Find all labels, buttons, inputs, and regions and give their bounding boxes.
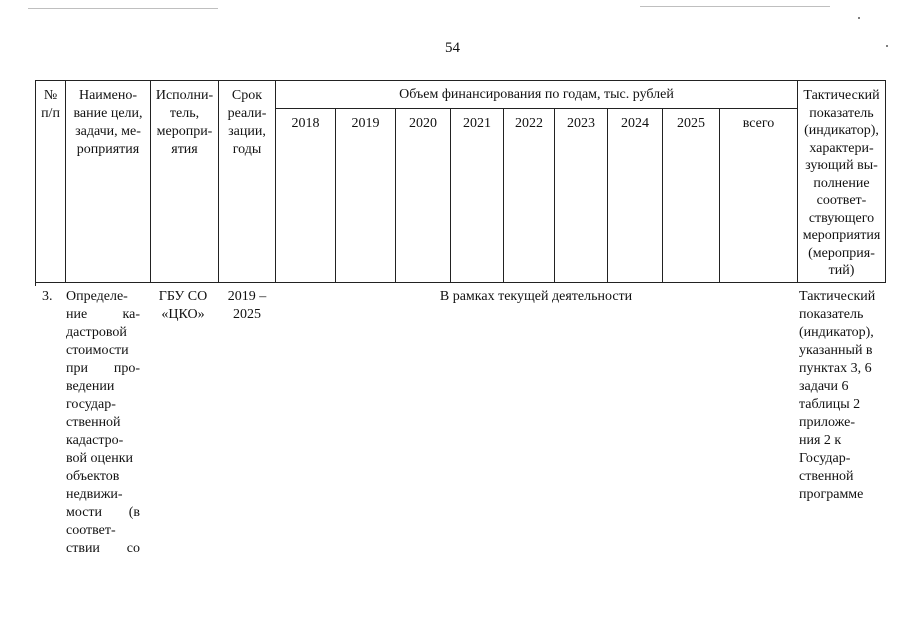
header-text: мероприятия	[802, 228, 881, 243]
header-text: меропри-	[156, 124, 213, 139]
header-cell-total	[720, 109, 798, 283]
row-name-line: государ-	[66, 397, 116, 412]
header-cell-year-2020	[396, 109, 451, 283]
row-term	[218, 288, 276, 324]
header-text: зации,	[228, 124, 266, 139]
row-term-line: 2019 –	[227, 289, 267, 304]
header-cell-indicator	[798, 81, 886, 283]
row-indicator-line: показатель	[799, 307, 864, 322]
year-label: 2021	[463, 116, 491, 131]
row-name-line: ведении	[66, 379, 115, 394]
header-text: тель,	[169, 106, 200, 121]
year-label: 2019	[351, 116, 380, 131]
header-text: (мероприя-	[808, 245, 875, 261]
row-indicator-line: (индикатор),	[799, 325, 874, 340]
year-label: 2024	[621, 116, 649, 131]
header-text: соответ-	[816, 193, 867, 208]
header-text: ствующего	[808, 210, 875, 226]
row-indicator-line: ния 2 к	[799, 433, 842, 448]
row-executor	[150, 288, 216, 324]
header-text: Тактический	[803, 88, 880, 103]
header-text: Наимено-	[78, 88, 138, 103]
funding-table	[35, 80, 886, 286]
header-cell-year-2018	[276, 109, 336, 283]
row-indicator-line: ственной	[799, 469, 854, 484]
header-cell-year-2025	[663, 109, 720, 283]
row-name-line: кадастро-	[66, 433, 124, 448]
row-name-line: соответ-	[66, 523, 116, 538]
row-name-line: стоимости	[66, 343, 129, 358]
row-name-line: мости (в	[66, 505, 140, 520]
header-cell-name	[66, 81, 151, 283]
row-name-line: ственной	[66, 415, 121, 430]
row-name-line: объектов	[66, 469, 120, 484]
header-text: Срок	[231, 88, 263, 103]
row-name-line: вой оценки	[66, 451, 133, 466]
header-cell-year-2024	[608, 109, 663, 283]
scan-line-top-right	[640, 6, 830, 7]
header-text: №	[43, 88, 58, 103]
header-text: (индикатор),	[804, 123, 879, 138]
row-number: 3.	[42, 289, 53, 304]
header-cell-executor	[151, 81, 219, 283]
row-indicator	[799, 288, 887, 504]
header-text: Исполни-	[155, 88, 214, 103]
header-text: Объем финансирования по годам, тыс. рублей	[399, 87, 674, 102]
row-name	[66, 288, 140, 558]
header-text: показатель	[809, 105, 874, 121]
row-indicator-line: задачи 6	[799, 379, 849, 394]
header-text: полнение	[813, 175, 870, 191]
header-text: тий)	[828, 263, 855, 278]
header-cell-year-2021	[451, 109, 504, 283]
header-text: п/п	[41, 106, 60, 121]
row-name-line: ствии со	[66, 541, 140, 556]
header-cell-term	[219, 81, 276, 283]
row-funding-text: В рамках текущей деятельности	[439, 289, 633, 304]
row-executor-line: ГБУ СО	[158, 289, 208, 304]
row-term-line: 2025	[233, 307, 261, 322]
row-name-line: ние ка-	[66, 307, 140, 322]
year-label: 2023	[567, 116, 595, 131]
header-text: ятия	[171, 142, 198, 157]
row-name-line: Определе-	[66, 289, 128, 304]
header-cell-year-2022	[504, 109, 555, 283]
row-indicator-line: программе	[799, 487, 864, 502]
header-text: реали-	[227, 106, 267, 121]
year-label: 2020	[409, 116, 437, 131]
row-indicator-line: таблицы 2	[799, 397, 861, 412]
row-indicator-line: указанный в	[799, 343, 873, 358]
header-text: годы	[232, 142, 262, 157]
scan-speck	[858, 17, 860, 19]
year-label: 2025	[677, 116, 705, 131]
header-cell-number	[36, 81, 66, 283]
header-text: зующий вы-	[805, 158, 878, 173]
page-number: 54	[445, 40, 460, 56]
header-cell-year-2023	[555, 109, 608, 283]
header-text: характери-	[809, 140, 874, 156]
row-name-line: недвижи-	[66, 487, 123, 502]
header-text: задачи, ме-	[75, 124, 141, 139]
row-name-line: дастровой	[66, 325, 127, 340]
year-label: 2018	[291, 116, 320, 131]
header-cell-funding-title	[276, 81, 798, 109]
scan-line-top-left	[28, 8, 218, 9]
header-text: роприятия	[76, 142, 140, 157]
header-text: вание цели,	[73, 106, 143, 121]
row-indicator-line: приложе-	[799, 415, 855, 430]
row-name-line: при про-	[66, 361, 140, 376]
row-indicator-line: Тактический	[799, 289, 876, 304]
row-indicator-line: Государ-	[799, 451, 851, 466]
year-label: 2022	[515, 116, 543, 131]
total-label: всего	[742, 116, 775, 131]
row-executor-line: «ЦКО»	[161, 307, 205, 322]
header-cell-year-2019	[336, 109, 396, 283]
row-indicator-line: пунктах 3, 6	[799, 361, 872, 376]
